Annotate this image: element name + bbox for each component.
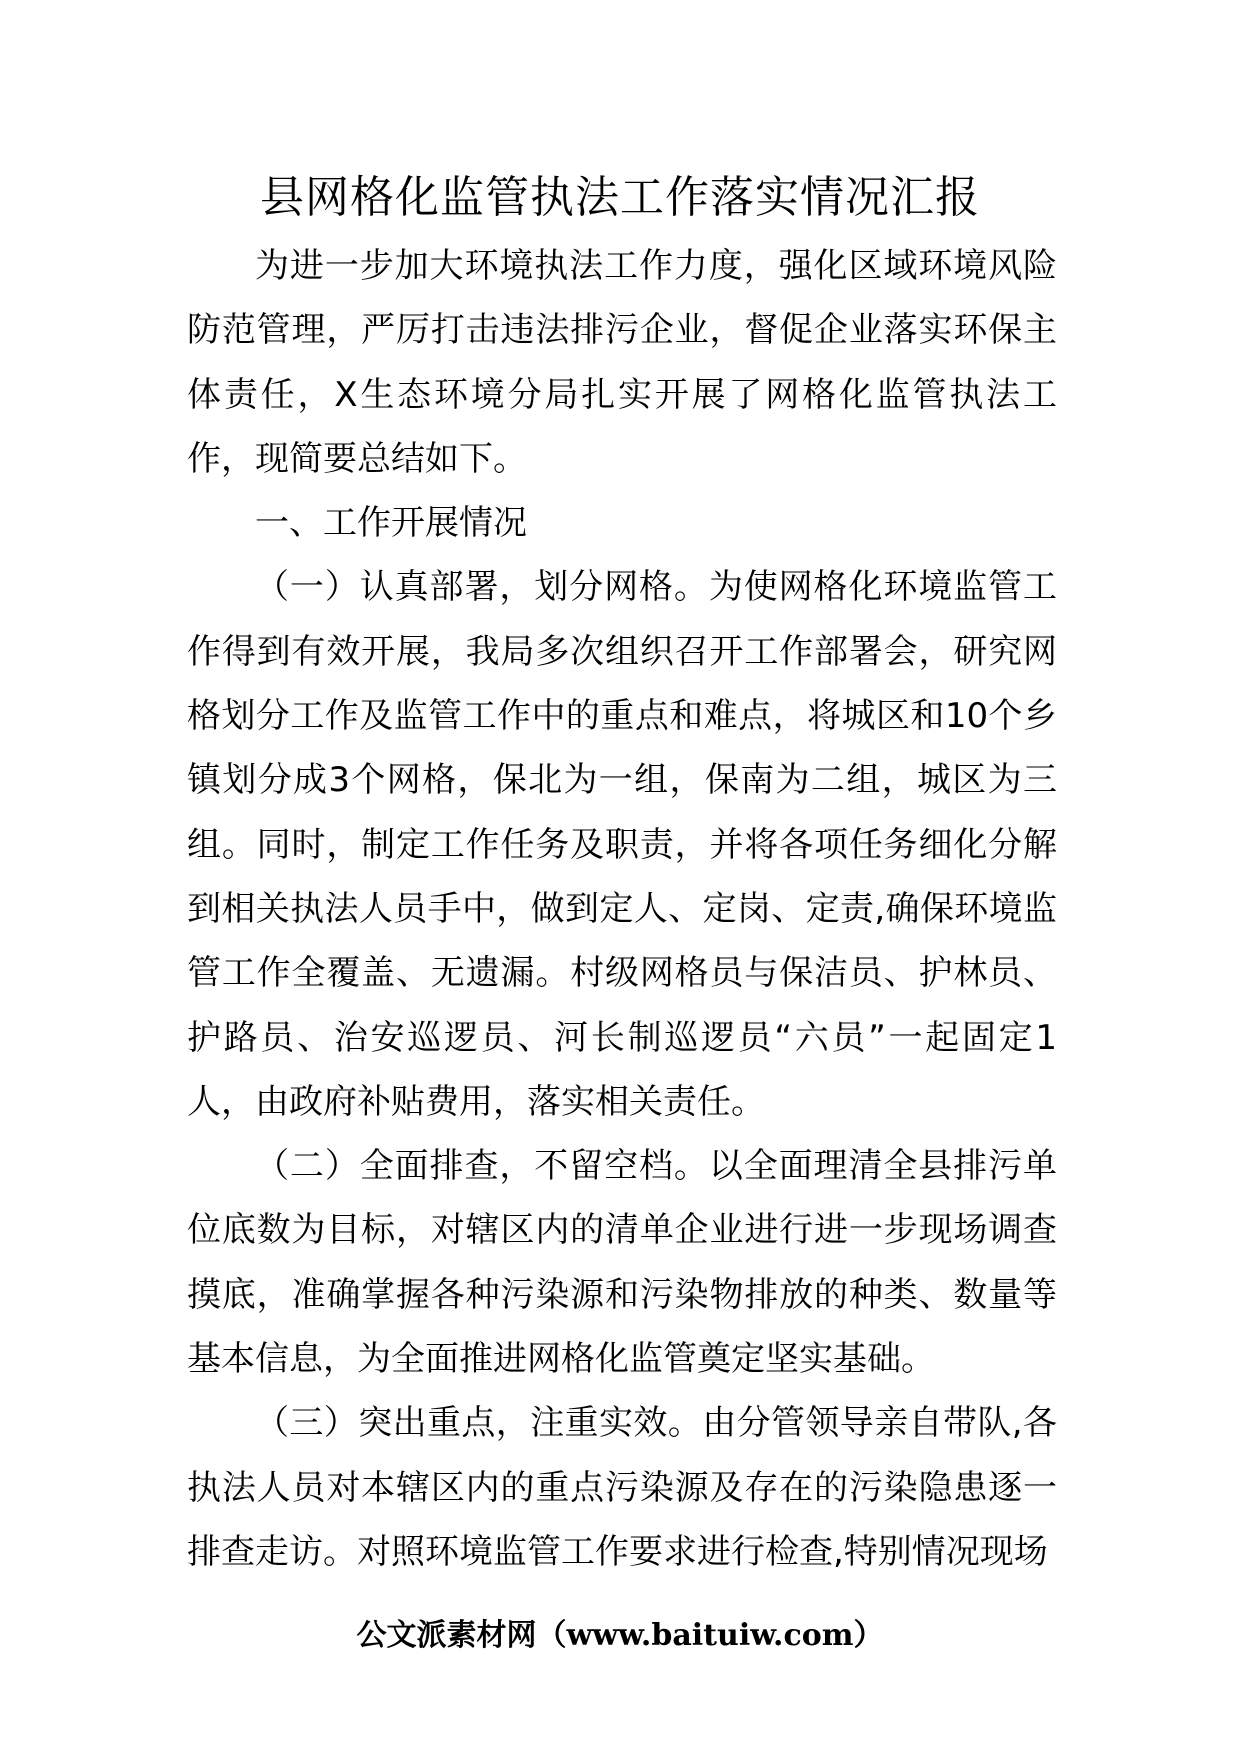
footer-watermark: 公文派素材网（www.baituiw.com） [356,1618,884,1653]
section-heading: 一、工作开展情况 [255,503,527,544]
paragraph-section-1: （一）认真部署，划分网格。为使网格化环境监管工作得到有效开展，我局多次组织召开工作部署会，研究网格划分工作及监管工作中的重点和难点，将城区和10个乡镇划分成3个网格，保北为一组，保南为二组，城区为三组。同时，制定工作任务及职责，并将各项任务细化分解到相关执法人员手中，做到定人、定岗、定责,确保环境监管工作全覆盖、无遗漏。村级网格员与保洁员、护林员、护路员、治安巡逻员、河长制巡逻员“六员”一起固定1人，由政府补贴费用，落实相关责任。 [187,567,1057,1122]
document-title: 县网格化监管执法工作落实情况汇报 [260,172,980,223]
paragraph-section-3: （三）突出重点，注重实效。由分管领导亲自带队,各执法人员对本辖区内的重点污染源及存在的污染隐患逐一排查走访。对照环境监管工作要求进行检查,特别情况现场 [187,1403,1057,1572]
paragraph-section-2: （二）全面排查，不留空档。以全面理清全县排污单位底数为目标，对辖区内的清单企业进行进一步现场调查摸底，准确掌握各种污染源和污染物排放的种类、数量等基本信息，为全面推进网格化监管奠定坚实基础。 [187,1146,1057,1380]
paragraph-intro: 为进一步加大环境执法工作力度，强化区域环境风险防范管理，严厉打击违法排污企业，督促企业落实环保主体责任，X生态环境分局扎实开展了网格化监管执法工作，现简要总结如下。 [187,246,1057,479]
document-body [187,234,1057,1584]
